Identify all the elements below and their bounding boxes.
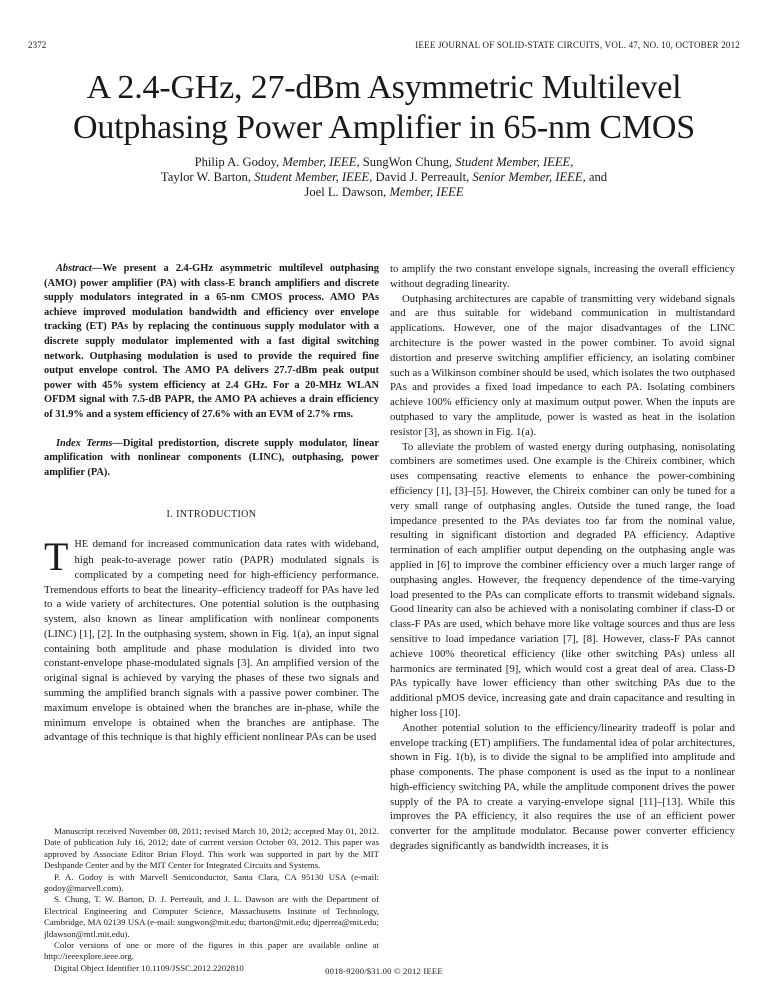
author-name: David J. Perreault,: [375, 170, 470, 184]
footnote-affiliations: S. Chung, T. W. Barton, D. J. Perreault, and J. L. Dawson are with the Department of Electrical Engineering and Computer Science, Massachusetts Institute of Technology, Cambridge, MA 02139 USA (e-mail: sungwon@mit.edu; tbarton@mit.edu; djperrea@mit.edu; jldawson@mtl.mit.edu).: [44, 894, 379, 939]
page-number: 2372: [28, 40, 47, 50]
abstract: [34, 262, 379, 423]
copyright-line: 0018-9200/$31.00 © 2012 IEEE: [325, 966, 443, 976]
author-name: Taylor W. Barton,: [160, 170, 251, 184]
running-head: IEEE JOURNAL OF SOLID-STATE CIRCUITS, VOL. 47, NO. 10, OCTOBER 2012: [415, 40, 740, 50]
paragraph: Another potential solution to the efficiency/linearity tradeoff is polar and envelope tracking (ET) amplifiers. The fundamental idea of polar architectures, shown in Fig. 1(b), is to divide the signal to be amplified into amplitude and phase components. The phase component is used as the input to a nonlinear high-efficiency switching PA, while the amplitude component drives the power supply of the PA to create a varying-envelope signal [11]–[13]. While this improves the PA efficiency, it also requires the use of an efficient power converter for the amplitude modulator. Because power converter efficiency degrades significantly as bandwidth increases, it is: [390, 721, 735, 853]
author-name: Philip A. Godoy,: [194, 155, 280, 169]
paragraph: To alleviate the problem of wasted energy during outphasing, nonisolating combiners are sometimes used. One example is the Chireix combiner, which uses compensating reactive elements to enhance the power-combining efficiency [1], [3]–[5]. However, the Chireix combiner can only be tuned for a very small range of outphasing angles. Outside the tuned range, the load impedance presented to the PAs deviates too far from the nominal value, resulting in significant distortion and degraded PA efficiency. Adaptive termination of each amplifier output depending on the outphasing angle was applied in [6] to improve the combiner efficiency over a much larger range of outphasing angles. However, the frequency dependence of the time-varying load presented to the PAs can complicate efforts to transmit wideband signals. Good linearity can also be achieved with a nonisolating combiner if class-D or class-F PAs are used, which behave more like voltage sources and thus are less sensitive to load impedance variation [7], [8]. However, class-F PAs cannot achieve 100% theoretical efficiency (like other switching PAs) unless all harmonics are terminated [9], which would cost a great deal of area. Class-D PAs typically have lower efficiency than other switching PAs due to the additional pMOS device, increasing gate and drain capacitance and resulting in higher loss [10].: [390, 440, 735, 719]
index-terms-text: Digital predistortion, discrete supply modulator, linear amplification with nonlinear components (LINC), outphasing, power amplifier (PA).: [44, 437, 379, 478]
drop-cap: T: [44, 534, 69, 580]
author-name: Joel L. Dawson,: [304, 185, 387, 199]
author-role: Student Member, IEEE,: [455, 155, 574, 169]
author-role: Senior Member, IEEE,: [472, 170, 586, 184]
left-column: [34, 262, 379, 745]
paragraph: to amplify the two constant envelope signals, increasing the overall efficiency without degrading linearity.: [390, 263, 735, 290]
author-line-3: [60, 185, 708, 200]
author-role: Member, IEEE,: [282, 155, 360, 169]
introduction-paragraph: [34, 534, 379, 745]
author-line-2: [60, 170, 708, 185]
abstract-label: Abstract—: [56, 263, 103, 274]
footnote-manuscript: Manuscript received November 08, 2011; revised March 10, 2012; accepted May 01, 2012. Date of publication July 16, 2012; date of current version October 03, 2012. This paper was approved by Associate Editor Brian Floyd. This work was supported in part by the MIT Deshpande Center and by the MIT Center for Integrated Circuits and Systems.: [44, 826, 379, 871]
author-line-1: [60, 155, 708, 170]
footnotes: [44, 826, 379, 974]
right-column: [390, 262, 735, 854]
footnote-color: Color versions of one or more of the figures in this paper are available online at http://ieeexplore.ieee.org.: [44, 940, 379, 962]
footnote-doi: Digital Object Identifier 10.1109/JSSC.2012.2202810: [54, 962, 244, 973]
introduction-text: demand for increased communication data rates with wideband, high peak-to-average power ratio (PAPR) modulated signals is complicated by a competing need for high-efficiency performance. Tremendous efforts to beat the linearity–efficiency tradeoff for PAs have led to a wide variety of architectures. One potential solution is the outphasing system, also known as linear amplification with nonlinear components (LINC) [1], [2]. In the outphasing system, shown in Fig. 1(a), an input signal containing both amplitude and phase modulation is divided into two constant-envelope phase-modulated signals [3]. An amplified version of the original signal is achieved by varying the phases of these two signals and summing the amplified branch signals with a passive power combiner. The maximum envelope is obtained when the branches are in-phase, while the minimum envelope is obtained when the branches are antiphase. The advantage of this technique is that highly efficient nonlinear PAs can be used: [44, 538, 379, 744]
abstract-text: We present a 2.4-GHz asymmetric multilevel outphasing (AMO) power amplifier (PA) with class-E branch amplifiers and discrete supply modulators integrated in a 65-nm CMOS process. AMO PAs achieve improved modulation bandwidth and efficiency over envelope tracking (ET) PAs by replacing the continuous supply modulator with a discrete supply modulator implemented with a fast digital switching network. Outphasing modulation is used to provide the required fine output envelope control. The AMO PA delivers 27.7-dBm peak output power with 45% system efficiency at 2.4 GHz. For a 20-MHz WLAN OFDM signal with 7.5-dB PAPR, the AMO PA achieves a drain efficiency of 31.9% and a system efficiency of 27.6% with an EVM of 2.7% rms.: [44, 263, 379, 420]
author-name: SungWon Chung,: [362, 155, 453, 169]
index-terms-label: Index Terms—: [56, 437, 123, 449]
paper-title: A 2.4-GHz, 27-dBm Asymmetric Multilevel Outphasing Power Amplifier in 65-nm CMOS: [73, 69, 695, 146]
index-terms: [34, 437, 379, 481]
footnote-godoy: P. A. Godoy is with Marvell Semiconductor, Santa Clara, CA 95130 USA (e-mail: godoy@marvell.com).: [44, 871, 379, 894]
author-role: Student Member, IEEE,: [254, 170, 373, 184]
author-conjunction: and: [588, 170, 608, 184]
author-block: [60, 155, 708, 200]
author-role: Member, IEEE: [389, 185, 464, 199]
lead-caps: HE: [74, 539, 89, 551]
section-heading: I. INTRODUCTION: [166, 509, 257, 521]
paragraph: Outphasing architectures are capable of transmitting very wideband signals and are thus suitable for wideband communication in multistandard applications. However, one of the major disadvantages of the LINC architecture is the power wasted in the power combiner. To avoid signal distortion and preserve switching amplifier efficiency, an isolating combiner such as a Wilkinson combiner should be used, which isolates the two outphased PAs and provides a fixed load impedance to each PA. Isolating combiners achieve 100% efficiency only at maximum output power. When the inputs are outphased to vary the amplitude, power is wasted as heat in the isolation resistor [3], as shown in Fig. 1(a).: [390, 292, 735, 438]
